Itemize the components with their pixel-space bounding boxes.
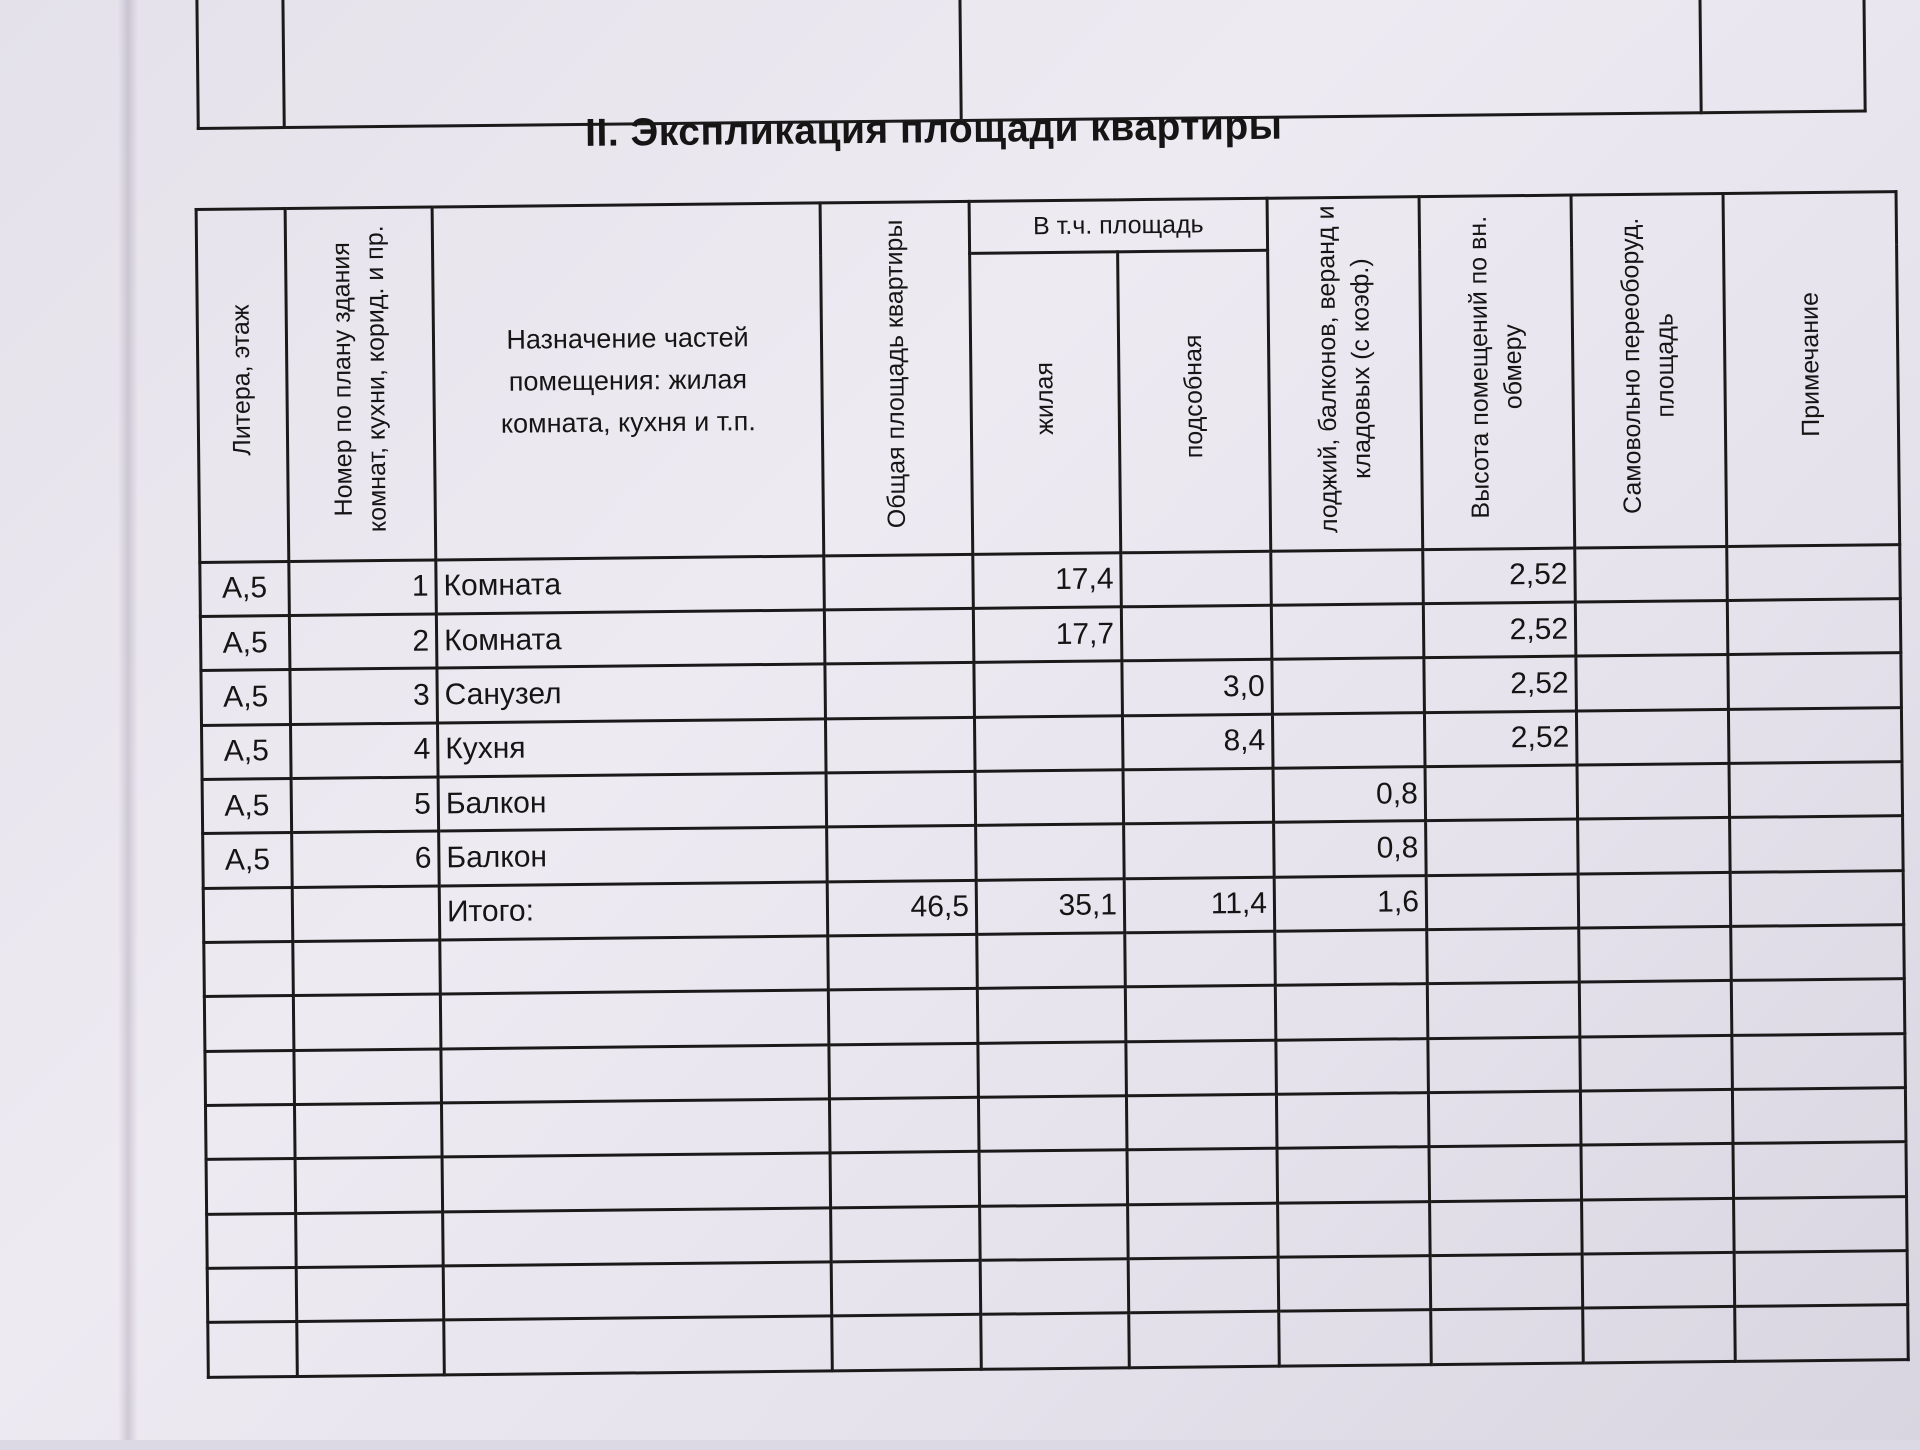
cell-litera: А,5: [203, 833, 293, 888]
cell-total-area: [825, 717, 975, 773]
empty-cell: [1583, 1307, 1736, 1363]
cell-self-reequipped: [1576, 655, 1729, 711]
empty-cell: [443, 1208, 832, 1266]
empty-cell: [1128, 1203, 1279, 1259]
empty-cell: [980, 1204, 1129, 1260]
section-title: II. Экспликация площади квартиры: [584, 104, 1283, 155]
empty-cell: [293, 994, 441, 1050]
cell-purpose: Санузел: [437, 664, 826, 722]
empty-cell: [440, 990, 829, 1048]
cell-litera: [203, 887, 293, 942]
cell-height: 2,52: [1423, 548, 1576, 604]
empty-cell: [204, 942, 294, 997]
empty-cell: [1127, 1149, 1278, 1205]
empty-cell: [441, 1099, 830, 1157]
cell-total-area: 46,5: [827, 880, 977, 936]
empty-cell: [443, 1262, 832, 1320]
cell-total-area: [825, 663, 975, 719]
empty-cell: [205, 1050, 295, 1105]
empty-cell: [1129, 1312, 1280, 1368]
cell-loggia-area: [1271, 549, 1424, 605]
cell-living-area: [975, 770, 1124, 826]
empty-cell: [829, 1043, 979, 1099]
empty-cell: [442, 1153, 831, 1211]
empty-cell: [1125, 931, 1276, 987]
empty-cell: [980, 1259, 1129, 1315]
empty-cell: [1126, 1094, 1277, 1150]
cell-number: 3: [290, 668, 438, 724]
cell-self-reequipped: [1578, 872, 1731, 928]
empty-cell: [294, 1049, 442, 1105]
empty-cell: [1580, 1089, 1733, 1145]
cell-number: [292, 886, 440, 942]
empty-cell: [1734, 1196, 1908, 1252]
empty-cell: [295, 1157, 443, 1213]
empty-cell: [1278, 1201, 1431, 1257]
header-loggia: лоджий, балконов, веранд и кладовых (с коэф.): [1267, 197, 1423, 551]
header-living: жилая: [970, 252, 1121, 554]
cell-height: [1426, 819, 1579, 875]
empty-cell: [297, 1320, 445, 1376]
cell-total-area: [826, 771, 976, 827]
explication-table: [195, 190, 1910, 1379]
empty-cell: [1582, 1252, 1735, 1308]
header-litera: Литера, этаж: [196, 209, 289, 563]
cell-purpose: Балкон: [439, 827, 828, 885]
cell-height: [1426, 874, 1579, 930]
cell-loggia-area: 1,6: [1274, 875, 1427, 931]
cell-loggia-area: [1272, 658, 1425, 714]
empty-cell: [1279, 1310, 1432, 1366]
empty-cell: [206, 1159, 296, 1214]
cell-note: [1729, 762, 1903, 818]
empty-cell: [1580, 1035, 1733, 1091]
cell-number: 1: [289, 560, 437, 616]
cell-litera: А,5: [202, 724, 292, 779]
table-body: [200, 544, 1908, 1377]
empty-cell: [207, 1267, 297, 1322]
empty-cell: [828, 934, 978, 990]
empty-cell: [1732, 1088, 1906, 1144]
cell-number: 4: [291, 723, 439, 779]
empty-cell: [978, 1096, 1127, 1152]
cell-loggia-area: [1272, 712, 1425, 768]
cell-self-reequipped: [1576, 709, 1729, 765]
cell-loggia-area: 0,8: [1274, 821, 1427, 877]
empty-cell: [1126, 1040, 1277, 1096]
header-self-reequipped: Самовольно переоборуд. площадь: [1571, 193, 1727, 547]
cell-loggia-area: 0,8: [1273, 767, 1426, 823]
empty-cell: [1278, 1256, 1431, 1312]
empty-cell: [441, 1045, 830, 1103]
empty-cell: [1579, 981, 1732, 1037]
cell-total-area: [824, 608, 974, 664]
cell-purpose: Комната: [436, 610, 825, 668]
empty-cell: [1734, 1251, 1908, 1307]
empty-cell: [207, 1213, 297, 1268]
empty-cell: [1735, 1305, 1909, 1361]
cell-height: 2,52: [1424, 656, 1577, 712]
cell-self-reequipped: [1575, 546, 1728, 602]
cell-note: [1730, 870, 1904, 926]
cell-purpose: Кухня: [437, 719, 826, 777]
empty-cell: [1276, 1093, 1429, 1149]
empty-cell: [1731, 979, 1905, 1035]
cell-auxiliary-area: 3,0: [1122, 660, 1273, 716]
cell-note: [1727, 544, 1901, 600]
empty-cell: [1427, 928, 1580, 984]
empty-cell: [831, 1260, 981, 1316]
empty-cell: [1732, 1033, 1906, 1089]
cell-living-area: 17,7: [973, 607, 1122, 663]
empty-cell: [444, 1316, 833, 1374]
cell-note: [1728, 707, 1902, 763]
cell-litera: А,5: [200, 616, 290, 671]
cell-living-area: 35,1: [976, 879, 1125, 935]
empty-cell: [977, 987, 1126, 1043]
empty-cell: [828, 989, 978, 1045]
cell-litera: А,5: [202, 779, 292, 834]
empty-cell: [1428, 1037, 1581, 1093]
empty-cell: [978, 1041, 1127, 1097]
cell-purpose: Комната: [436, 556, 825, 614]
cell-auxiliary-area: [1124, 823, 1275, 879]
header-incl-area: В т.ч. площадь: [969, 198, 1268, 253]
empty-cell: [832, 1315, 982, 1371]
cell-self-reequipped: [1577, 764, 1730, 820]
header-total-area: Общая площадь квартиры: [820, 201, 973, 555]
empty-cell: [208, 1322, 298, 1377]
empty-cell: [1581, 1144, 1734, 1200]
empty-cell: [296, 1212, 444, 1268]
empty-cell: [1275, 984, 1428, 1040]
cell-living-area: [976, 824, 1125, 880]
empty-cell: [1579, 926, 1732, 982]
cell-auxiliary-area: [1121, 605, 1272, 661]
cell-litera: А,5: [201, 670, 291, 725]
cell-total-area: [827, 826, 977, 882]
empty-cell: [204, 996, 294, 1051]
header-note: Примечание: [1723, 192, 1900, 547]
cell-litera: А,5: [200, 561, 290, 616]
header-purpose: Назначение частей помещения: жилая комната, кухня и т.п.: [432, 203, 824, 560]
empty-cell: [1429, 1145, 1582, 1201]
empty-cell: [440, 936, 829, 994]
empty-cell: [294, 1103, 442, 1159]
cell-loggia-area: [1271, 604, 1424, 660]
empty-cell: [1128, 1257, 1279, 1313]
header-height: Высота помещений по вн. обмеру: [1419, 195, 1575, 549]
cell-living-area: [974, 716, 1123, 772]
cell-living-area: 17,4: [973, 553, 1122, 609]
empty-cell: [296, 1266, 444, 1322]
cell-note: [1727, 599, 1901, 655]
cell-note: [1728, 653, 1902, 709]
cell-purpose: Итого:: [439, 882, 828, 940]
empty-cell: [1431, 1308, 1584, 1364]
empty-cell: [1428, 1091, 1581, 1147]
cell-height: 2,52: [1423, 602, 1576, 658]
empty-cell: [830, 1152, 980, 1208]
cell-auxiliary-area: [1121, 551, 1272, 607]
header-auxiliary: подсобная: [1118, 250, 1271, 552]
empty-cell: [205, 1105, 295, 1160]
empty-cell: [977, 933, 1126, 989]
empty-cell: [831, 1206, 981, 1262]
cell-number: 6: [292, 831, 440, 887]
cell-auxiliary-area: [1123, 768, 1274, 824]
cell-self-reequipped: [1578, 818, 1731, 874]
empty-cell: [1430, 1200, 1583, 1256]
empty-cell: [1430, 1254, 1583, 1310]
header-number: Номер по плану здания комнат, кухни, корид. и пр.: [285, 207, 436, 561]
cell-height: [1425, 765, 1578, 821]
empty-cell: [1277, 1147, 1430, 1203]
empty-cell: [1427, 982, 1580, 1038]
cell-number: 5: [291, 777, 439, 833]
empty-cell: [1731, 925, 1905, 981]
cell-number: 2: [289, 614, 437, 670]
empty-cell: [1125, 986, 1276, 1042]
empty-cell: [293, 940, 441, 996]
empty-cell: [829, 1097, 979, 1153]
cell-height: 2,52: [1424, 711, 1577, 767]
empty-cell: [979, 1150, 1128, 1206]
cell-auxiliary-area: 8,4: [1122, 714, 1273, 770]
empty-cell: [1733, 1142, 1907, 1198]
cell-note: [1730, 816, 1904, 872]
cell-total-area: [824, 554, 974, 610]
empty-cell: [1276, 1038, 1429, 1094]
empty-cell: [1582, 1198, 1735, 1254]
cell-living-area: [974, 661, 1123, 717]
empty-cell: [1275, 930, 1428, 986]
cell-purpose: Балкон: [438, 773, 827, 831]
empty-cell: [981, 1313, 1130, 1369]
cell-auxiliary-area: 11,4: [1124, 877, 1275, 933]
cell-self-reequipped: [1575, 601, 1728, 657]
